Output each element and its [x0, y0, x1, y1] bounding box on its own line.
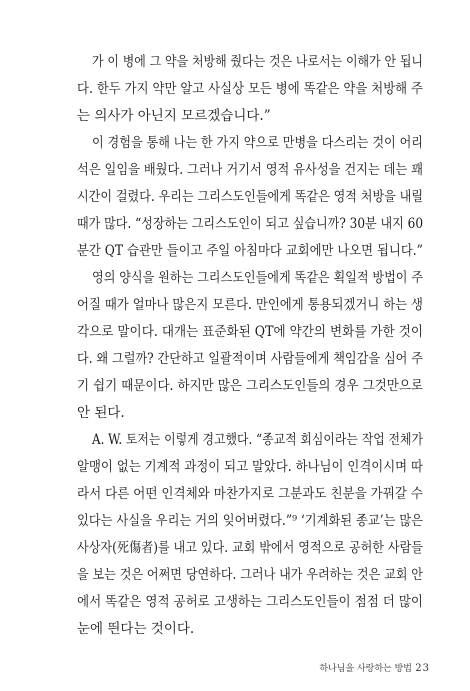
line-text: 때가 많다. “성장하는 그리스도인이 되고 싶습니까? 30분 내지 60	[77, 216, 423, 232]
line-text: A. W. 토저는 이렇게 경고했다. “종교적 회심이라는 작업 전체가	[92, 432, 424, 448]
line-text: 는 의사가 아닌지 모르겠습니다.”	[77, 108, 271, 124]
running-title: 하나님을 사랑하는 방법	[319, 664, 412, 674]
line-text: 있다는 사실을 우리는 거의 잊어버렸다.”⁹ ‘기계화된 종교’는 많은	[77, 513, 423, 529]
line-text: 사상자(死傷者)를 내고 있다. 교회 밖에서 영적으로 공허한 사람들	[77, 540, 424, 556]
line-text: 가 이 병에 그 약을 처방해 줬다는 것은 나로서는 이해가 안 됩니	[92, 54, 423, 70]
line-text: 기 쉽기 때문이다. 하지만 많은 그리스도인들의 경우 그것만으로	[77, 378, 423, 394]
line-text: 다. 한두 가지 약만 알고 사실상 모든 병에 똑같은 약을 처방해 주	[77, 81, 424, 97]
line-text: 에서 똑같은 영적 공허로 고생하는 그리스도인들이 점점 더 많이	[77, 594, 423, 610]
line-text: 분간 QT 습관만 들이고 주일 아침마다 교회에만 나오면 됩니다.”	[77, 243, 423, 259]
page-number: 23	[415, 663, 430, 674]
line-text: 영의 양식을 원하는 그리스도인들에게 똑같은 획일적 방법이 주	[92, 270, 424, 286]
line-text: 을 보는 것은 어쩌면 당연하다. 그러나 내가 우려하는 것은 교회 안	[77, 567, 423, 583]
line-text: 시간이 걸렸다. 우리는 그리스도인들에게 똑같은 영적 처방을 내릴	[77, 189, 424, 205]
line-text: 눈에 띈다는 것이다.	[77, 621, 195, 637]
line-text: 어질 때가 얼마나 많은지 모른다. 만인에게 통용되겠거니 하는 생	[77, 297, 423, 313]
line-text: 이 경험을 통해 나는 한 가지 약으로 만병을 다스리는 것이 어리	[92, 135, 424, 151]
line-text: 안 된다.	[77, 405, 125, 421]
line-text: 라서 다른 어떤 인격체와 마찬가지로 그분과도 친분을 가꿔갈 수	[77, 486, 423, 502]
line-text: 다. 왜 그럴까? 간단하고 일괄적이며 사람들에게 책임감을 심어 주	[77, 351, 423, 367]
line-text: 석은 일임을 배웠다. 그러나 거기서 영적 유사성을 건지는 데는 꽤	[77, 162, 424, 178]
line-text: 알맹이 없는 기계적 과정이 되고 말았다. 하나님이 인격이시며 따	[77, 459, 423, 475]
page-footer	[0, 662, 470, 676]
line-text: 각으로 말이다. 대개는 표준화된 QT에 약간의 변화를 가한 것이	[77, 324, 424, 340]
